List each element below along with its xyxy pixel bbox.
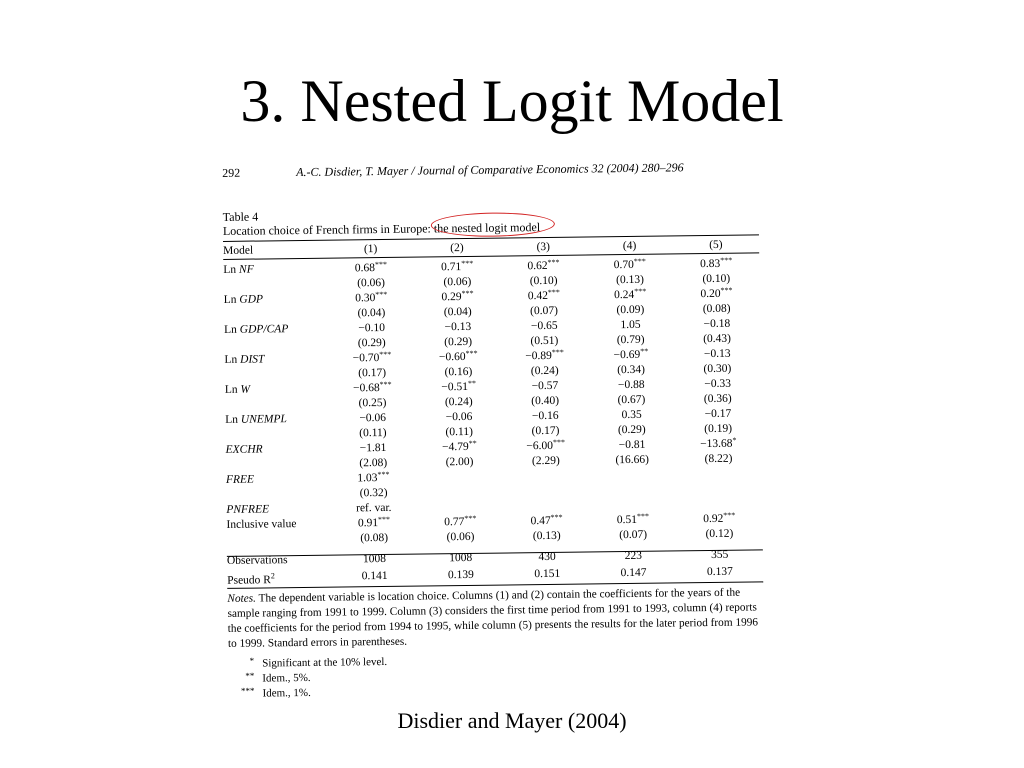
coef-cell: [417, 500, 503, 516]
coef-value: 0.83: [700, 257, 721, 271]
row-label: [224, 292, 329, 308]
coef-value: −13.68: [700, 437, 733, 451]
coef-value: −0.88: [617, 378, 645, 392]
column-header-5: (5): [709, 238, 723, 252]
significance-stars: ***: [547, 257, 560, 267]
significance-stars: ***: [377, 469, 390, 480]
coef-cell: [416, 410, 502, 426]
coef-value: 0.68: [354, 262, 376, 275]
coef-cell: [330, 441, 416, 457]
coef-value: 0.51: [616, 513, 638, 527]
significance-stars: ***: [634, 286, 647, 296]
footnote-text: Idem., 1%.: [262, 686, 311, 700]
std-error-cell: (0.12): [705, 527, 734, 541]
coef-cell: [588, 407, 674, 423]
coef-cell: [415, 320, 501, 336]
std-error-cell: (0.09): [616, 303, 645, 317]
significance-stars: ***: [461, 288, 474, 299]
coef-cell: [675, 466, 762, 482]
std-error-cell: (0.24): [530, 364, 559, 378]
coef-value: 0.29: [441, 291, 462, 304]
std-error-cell: (0.13): [532, 529, 561, 543]
std-error-cell: (8.22): [704, 452, 733, 466]
significance-stars: ***: [375, 289, 388, 300]
coef-cell: [328, 321, 414, 337]
std-error-cell: (0.32): [359, 486, 388, 500]
std-error-cell: (2.29): [531, 454, 560, 468]
row-label-variable: EXCHR: [225, 443, 263, 456]
std-error-cell: (0.07): [619, 528, 648, 542]
row-label-variable: W: [240, 383, 251, 396]
row-label: [226, 502, 331, 518]
row-label-prefix: Ln: [224, 383, 241, 396]
significance-stars: **: [640, 346, 649, 356]
row-label-prefix: Inclusive value: [226, 518, 297, 531]
row-label-prefix: Ln: [224, 323, 240, 336]
coef-cell: [502, 408, 588, 424]
footnote: [232, 683, 310, 701]
significance-stars: ***: [723, 510, 736, 520]
significance-stars: **: [468, 438, 477, 448]
std-error-cell: [676, 481, 763, 497]
coef-value: −0.18: [703, 317, 731, 331]
std-error-cell: [503, 483, 589, 499]
std-error-cell: (0.40): [531, 394, 560, 408]
std-error-cell: (0.11): [359, 426, 387, 440]
coef-value: −0.60: [438, 350, 466, 364]
coef-cell: [329, 351, 415, 367]
coef-cell: [417, 515, 503, 531]
std-error-cell: (2.00): [445, 455, 474, 469]
std-error-cell: (0.29): [617, 423, 646, 437]
column-header-4: (4): [622, 239, 637, 253]
row-label-prefix: Ln: [225, 413, 241, 426]
std-error-cell: (0.06): [357, 276, 386, 290]
row-label-empty: [226, 457, 331, 473]
coef-cell: [590, 512, 676, 528]
std-error-cell: (0.29): [444, 335, 473, 349]
coef-value: −0.51: [441, 380, 469, 394]
stats-label-text: Observations: [226, 554, 288, 567]
significance-stars: ***: [720, 285, 733, 295]
footnote-mark: ***: [240, 685, 255, 696]
row-label: [225, 442, 330, 458]
coef-cell: [502, 378, 588, 394]
coef-cell: [328, 291, 414, 307]
row-label: [224, 352, 329, 368]
coef-value: −0.70: [352, 352, 380, 365]
coef-cell: [589, 497, 675, 513]
stats-value: 355: [711, 548, 729, 562]
significance-stars: ***: [461, 258, 474, 269]
coef-cell: [503, 513, 589, 529]
coef-cell: [331, 516, 417, 532]
coef-cell: [676, 496, 763, 512]
std-error-cell: (0.34): [617, 363, 646, 377]
coef-value: 0.70: [613, 258, 634, 272]
coef-cell: [587, 257, 673, 273]
coef-cell: [329, 411, 415, 427]
row-label-prefix: Ln: [224, 353, 241, 366]
stats-value: 1008: [449, 551, 473, 565]
std-error-cell: (0.06): [443, 275, 472, 289]
row-label-empty: [224, 337, 329, 353]
coef-value: −0.69: [613, 348, 641, 362]
significance-stars: ***: [551, 347, 564, 357]
stats-label-text: Pseudo R: [227, 574, 272, 587]
std-error-cell: (0.36): [703, 392, 732, 406]
significance-stars: ***: [720, 255, 733, 265]
coef-cell: [501, 289, 587, 305]
row-label-variable: GDP: [239, 293, 264, 306]
std-error-cell: (0.17): [531, 424, 560, 438]
row-label-empty: [226, 487, 331, 503]
std-error-cell: (0.79): [616, 333, 645, 347]
coef-cell: [329, 381, 415, 397]
row-label: [226, 517, 331, 533]
footnote-mark: **: [245, 670, 255, 681]
coef-cell: [503, 498, 589, 514]
column-header-model: Model: [223, 244, 254, 257]
row-label-empty: [225, 397, 330, 413]
std-error-cell: (0.11): [445, 425, 473, 439]
coef-cell: [588, 377, 674, 393]
std-error-cell: (0.10): [529, 274, 558, 288]
coef-value: −0.17: [704, 407, 732, 421]
coef-cell: [674, 346, 761, 362]
std-error-cell: (0.04): [443, 305, 472, 319]
row-label-variable: GDP/CAP: [239, 323, 289, 336]
std-error-cell: (0.13): [616, 273, 644, 287]
coef-cell: [589, 467, 675, 483]
coef-cell: [328, 261, 414, 277]
coef-cell: [501, 348, 587, 364]
std-error-cell: (0.07): [530, 304, 559, 318]
coef-cell: [674, 316, 761, 332]
column-header-3: (3): [536, 240, 551, 254]
row-label: [226, 472, 331, 488]
row-label-empty: [224, 307, 329, 323]
stats-value: 0.147: [620, 567, 647, 580]
coef-value: −0.65: [530, 319, 558, 333]
coef-cell: [587, 317, 673, 333]
std-error-cell: [589, 482, 675, 498]
std-error-cell: (0.25): [358, 396, 387, 410]
coef-value: 0.91: [357, 517, 379, 530]
coef-value: 0.35: [621, 408, 642, 422]
std-error-cell: (0.17): [358, 366, 387, 380]
coef-cell: [501, 319, 587, 335]
std-error-cell: (0.16): [444, 365, 473, 379]
coef-value: 0.77: [444, 516, 465, 529]
significance-stars: ***: [464, 513, 477, 524]
coef-cell: [588, 347, 674, 363]
coef-value: 0.71: [441, 261, 462, 274]
row-label: [224, 322, 329, 338]
coef-cell: [503, 468, 589, 484]
table-notes: [227, 585, 768, 652]
coef-cell: [417, 470, 503, 486]
coef-cell: [415, 380, 501, 396]
coef-value: 0.30: [355, 292, 376, 305]
slide-title: 3. Nested Logit Model: [240, 68, 784, 134]
coef-value: −0.33: [704, 377, 731, 391]
stats-value: 1008: [362, 552, 387, 566]
coef-cell: [415, 350, 501, 366]
coef-value: 0.24: [614, 288, 635, 302]
significance-stars: ***: [379, 379, 392, 390]
coef-value: −0.10: [358, 321, 386, 335]
table-label: Table 4: [222, 209, 259, 224]
stats-value: 0.151: [534, 568, 561, 581]
stats-value: 0.137: [706, 566, 733, 579]
row-label-prefix: Ln: [223, 263, 240, 276]
std-error-cell: (16.66): [615, 453, 650, 467]
coef-cell: [331, 501, 417, 517]
significance-stars: ***: [552, 437, 566, 447]
coef-cell: [500, 259, 586, 275]
std-error-cell: (0.67): [617, 393, 646, 407]
std-error-cell: (0.43): [703, 332, 732, 346]
coef-cell: [587, 287, 673, 303]
coef-value: 0.42: [527, 289, 549, 303]
row-label: [225, 382, 330, 398]
significance-stars: ***: [465, 348, 478, 358]
stats-value: 223: [624, 549, 643, 563]
significance-stars: ***: [636, 511, 649, 521]
stats-value: 430: [538, 550, 556, 564]
row-label-variable: NF: [238, 263, 254, 276]
row-label-empty: [225, 367, 330, 383]
coef-cell: [673, 256, 760, 272]
std-error-cell: (0.19): [704, 422, 733, 436]
std-error-cell: [417, 485, 503, 501]
coef-cell: [416, 440, 502, 456]
coef-value: −0.68: [352, 382, 380, 395]
coef-value: 0.92: [703, 512, 724, 526]
coef-value: 0.47: [530, 514, 551, 528]
column-header-1: (1): [363, 243, 378, 256]
significance-stars: ***: [550, 512, 563, 522]
coef-value: 0.20: [700, 287, 721, 301]
coef-cell: [673, 286, 760, 302]
significance-stars: ***: [374, 259, 387, 270]
coef-value: 0.62: [527, 259, 548, 273]
coef-value: −1.81: [359, 441, 387, 455]
footnote-text: Significant at the 10% level.: [262, 655, 388, 670]
row-label-variable: DIST: [240, 353, 265, 366]
coef-cell: [675, 436, 762, 452]
coef-value: ref. var.: [356, 501, 392, 515]
table-caption: Location choice of French firms in Europe: the nested logit model: [222, 220, 541, 238]
coef-value: −0.16: [531, 409, 559, 423]
std-error-cell: (0.10): [702, 272, 731, 286]
coef-value: −0.06: [359, 411, 387, 425]
coef-value: −4.79: [442, 440, 469, 454]
significance-stars: ***: [547, 287, 560, 297]
footnote-text: Idem., 5%.: [262, 671, 311, 685]
coef-value: −0.13: [703, 347, 731, 361]
std-error-cell: (2.08): [359, 456, 388, 470]
stats-label: [227, 553, 332, 569]
source-citation: Disdier and Mayer (2004): [397, 708, 627, 733]
coef-value: −0.81: [618, 438, 646, 452]
row-label-empty: [227, 532, 332, 548]
coef-value: −0.89: [525, 349, 552, 363]
significance-stars: *: [732, 435, 737, 445]
coef-cell: [589, 437, 675, 453]
coef-cell: [675, 406, 762, 422]
coef-cell: [674, 376, 761, 392]
row-label-empty: [225, 427, 330, 443]
significance-stars: **: [467, 378, 476, 388]
coef-cell: [502, 438, 588, 454]
row-label-variable: UNEMPL: [240, 413, 287, 426]
coef-cell: [414, 260, 500, 276]
stats-label-sup: 2: [270, 571, 275, 581]
std-error-cell: (0.29): [357, 336, 386, 350]
regression-table: [223, 237, 763, 588]
coef-value: −0.57: [531, 379, 559, 393]
row-label-prefix: Ln: [223, 293, 240, 306]
scanned-table-page: [218, 151, 773, 698]
row-label-empty: [223, 277, 328, 293]
significance-stars: ***: [379, 349, 392, 360]
notes-text: The dependent variable is location choice. Columns (1) and (2) contain the coefficients for the years of the sample ranging from 1991 to 1999. Column (3) considers the first time period from 1991 to 1993, column (4) reports the coefficients for the period from 1994 to 1995, while column (5) presents the results for the later period from 1996 to 1999. Standard errors in parentheses.: [227, 586, 759, 650]
coef-value: 1.05: [620, 318, 641, 332]
coef-value: −0.13: [444, 320, 472, 334]
coef-cell: [414, 290, 500, 306]
stats-label: [227, 568, 332, 589]
coef-cell: [676, 511, 763, 527]
footnote-mark: *: [249, 655, 255, 666]
stats-value: 0.141: [361, 570, 388, 583]
significance-stars: ***: [377, 514, 391, 525]
significance-stars: ***: [633, 256, 646, 266]
row-label: [225, 412, 330, 428]
row-label-variable: FREE: [225, 473, 255, 486]
row-label: [223, 262, 328, 278]
coef-value: −0.06: [445, 410, 473, 424]
notes-lead: Notes.: [227, 592, 257, 605]
std-error-cell: (0.08): [360, 531, 389, 545]
coef-value: −6.00: [526, 439, 554, 453]
std-error-cell: (0.04): [357, 306, 386, 320]
coef-value: 1.03: [357, 472, 378, 485]
std-error-cell: (0.51): [530, 334, 559, 348]
page-number: 292: [222, 165, 241, 180]
row-label-variable: PNFREE: [226, 503, 270, 516]
stats-value: 0.139: [447, 569, 474, 582]
std-error-cell: (0.06): [446, 530, 475, 544]
column-header-2: (2): [450, 242, 464, 255]
journal-header: A.-C. Disdier, T. Mayer / Journal of Comparative Economics 32 (2004) 280–296: [296, 160, 684, 180]
std-error-cell: (0.24): [444, 395, 473, 409]
std-error-cell: (0.08): [702, 302, 731, 316]
coef-cell: [330, 471, 416, 487]
std-error-cell: (0.30): [703, 362, 732, 376]
